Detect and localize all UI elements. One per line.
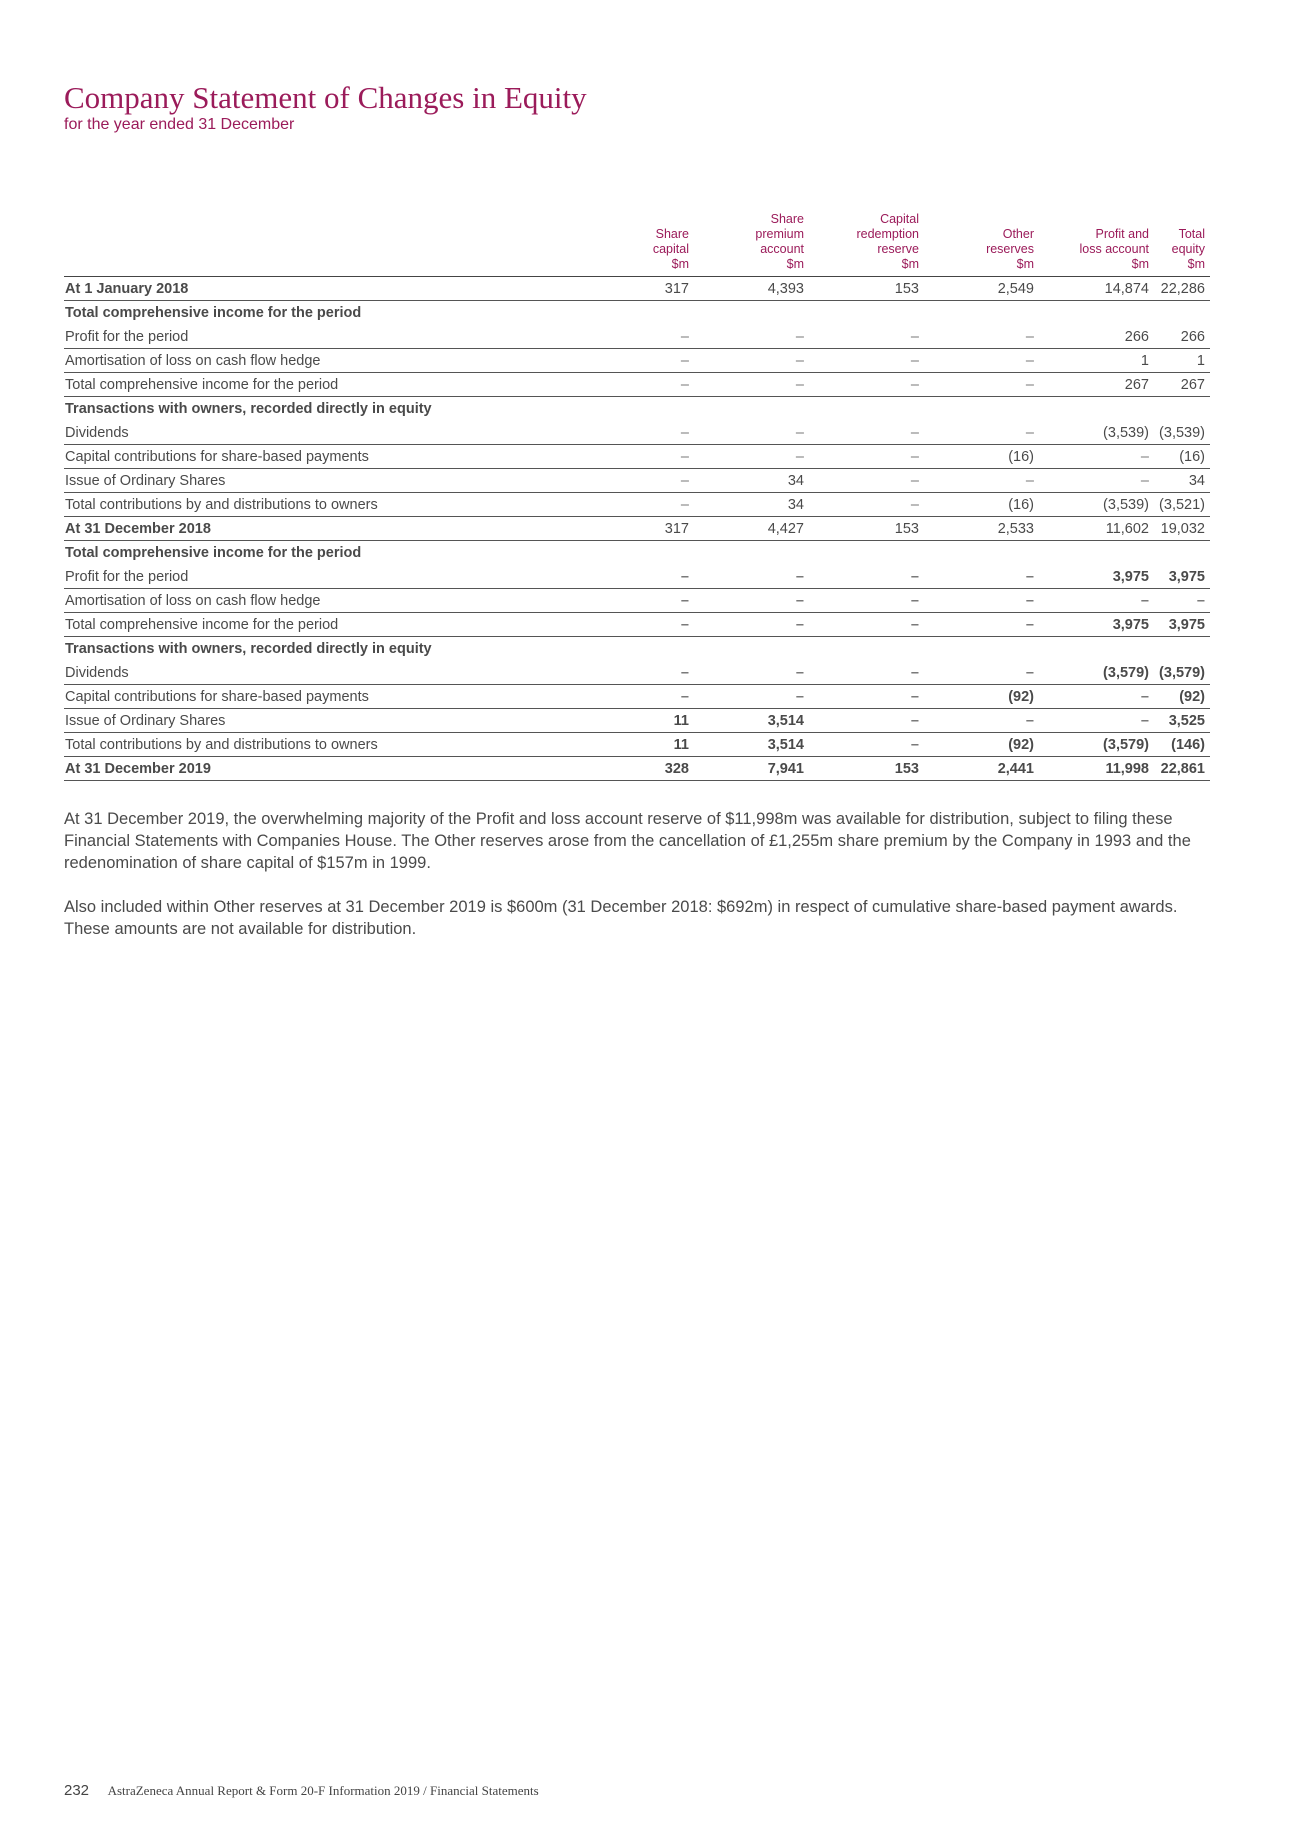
table-cell: –	[809, 493, 924, 517]
page-footer	[64, 1782, 539, 1799]
row-label: Issue of Ordinary Shares	[64, 469, 564, 493]
table-cell: –	[1154, 589, 1210, 613]
table-cell: –	[564, 349, 694, 373]
table-row	[64, 421, 1210, 445]
row-label: Profit for the period	[64, 565, 564, 589]
table-cell: 3,975	[1154, 565, 1210, 589]
table-row	[64, 469, 1210, 493]
table-cell	[694, 301, 809, 325]
table-cell: (16)	[924, 445, 1039, 469]
table-cell: –	[564, 445, 694, 469]
row-label: Issue of Ordinary Shares	[64, 709, 564, 733]
table-cell: (92)	[924, 685, 1039, 709]
table-cell: –	[809, 565, 924, 589]
table-cell: –	[564, 685, 694, 709]
table-cell: 34	[1154, 469, 1210, 493]
table-row	[64, 565, 1210, 589]
table-cell: –	[564, 325, 694, 349]
row-label: Total comprehensive income for the period	[64, 373, 564, 397]
table-cell: –	[924, 661, 1039, 685]
table-cell	[809, 541, 924, 565]
table-row	[64, 661, 1210, 685]
table-cell	[694, 637, 809, 661]
table-cell: (16)	[1154, 445, 1210, 469]
table-cell: –	[809, 421, 924, 445]
row-label: Capital contributions for share-based payments	[64, 445, 564, 469]
table-cell	[564, 637, 694, 661]
table-cell	[564, 397, 694, 421]
table-cell: 3,525	[1154, 709, 1210, 733]
table-cell: 22,861	[1154, 757, 1210, 781]
table-row	[64, 637, 1210, 661]
table-cell: 1	[1154, 349, 1210, 373]
table-cell: –	[809, 613, 924, 637]
table-cell: –	[924, 325, 1039, 349]
note-paragraph: Also included within Other reserves at 31 December 2019 is $600m (31 December 2018: $692m) in respect of cumulative share-based payment awards. These amounts are not available for distribution.	[64, 898, 1178, 938]
table-cell: –	[694, 325, 809, 349]
column-header: Share capital $m	[564, 212, 694, 277]
table-cell: 317	[564, 277, 694, 301]
table-cell: 2,549	[924, 277, 1039, 301]
table-cell: –	[924, 469, 1039, 493]
equity-table	[64, 212, 1210, 781]
table-cell: –	[1039, 469, 1154, 493]
table-cell	[564, 301, 694, 325]
table-cell: 11,602	[1039, 517, 1154, 541]
header-label-cell	[64, 212, 564, 277]
table-row	[64, 709, 1210, 733]
table-cell	[924, 541, 1039, 565]
table-cell: 2,533	[924, 517, 1039, 541]
table-cell: –	[694, 421, 809, 445]
table-cell: –	[924, 709, 1039, 733]
table-row	[64, 277, 1210, 301]
table-row	[64, 373, 1210, 397]
table-row	[64, 541, 1210, 565]
table-cell: 153	[809, 517, 924, 541]
column-header: Other reserves $m	[924, 212, 1039, 277]
column-header: Profit and loss account $m	[1039, 212, 1154, 277]
table-cell: –	[1039, 589, 1154, 613]
table-row	[64, 445, 1210, 469]
table-cell	[924, 637, 1039, 661]
table-cell	[1039, 637, 1154, 661]
table-row	[64, 589, 1210, 613]
table-cell	[1154, 541, 1210, 565]
table-cell: –	[564, 373, 694, 397]
table-cell: (3,579)	[1039, 661, 1154, 685]
table-cell: 153	[809, 277, 924, 301]
table-row	[64, 517, 1210, 541]
table-cell: 1	[1039, 349, 1154, 373]
row-label: Total comprehensive income for the period	[65, 544, 362, 561]
table-cell: –	[694, 565, 809, 589]
table-cell: –	[809, 589, 924, 613]
row-label: At 31 December 2018	[64, 517, 564, 541]
table-cell	[1039, 301, 1154, 325]
row-label: Dividends	[64, 661, 564, 685]
note-paragraph: At 31 December 2019, the overwhelming majority of the Profit and loss account reserve of $11,998m was available for distribution, subject to filing these Financial Statements with Companies House. The Other reserves arose from the cancellation of £1,255m share premium by the Company in 1993 and the redenomination of share capital of $157m in 1999.	[64, 810, 1191, 872]
table-cell: 267	[1154, 373, 1210, 397]
table-cell: 19,032	[1154, 517, 1210, 541]
table-cell	[809, 397, 924, 421]
row-label: Total contributions by and distributions to owners	[64, 493, 564, 517]
row-label: Profit for the period	[64, 325, 564, 349]
row-label: Total comprehensive income for the period	[64, 613, 564, 637]
table-row	[64, 301, 1210, 325]
footer-text: AstraZeneca Annual Report & Form 20-F Information 2019 / Financial Statements	[107, 1783, 539, 1798]
table-cell: 2,441	[924, 757, 1039, 781]
table-row	[64, 397, 1210, 421]
table-cell: (146)	[1154, 733, 1210, 757]
table-cell	[809, 637, 924, 661]
table-cell: 11,998	[1039, 757, 1154, 781]
table-cell: 14,874	[1039, 277, 1154, 301]
table-cell: –	[694, 589, 809, 613]
page-subtitle: for the year ended 31 December	[64, 116, 295, 133]
row-label: At 31 December 2019	[64, 757, 564, 781]
table-cell: 267	[1039, 373, 1154, 397]
table-header-row	[64, 212, 1210, 277]
table-cell: –	[809, 661, 924, 685]
table-cell: (3,579)	[1039, 733, 1154, 757]
table-cell: 34	[694, 469, 809, 493]
table-cell: –	[809, 325, 924, 349]
table-cell: (92)	[1154, 685, 1210, 709]
table-cell	[694, 397, 809, 421]
table-cell: (3,539)	[1039, 421, 1154, 445]
table-body	[64, 277, 1210, 781]
table-cell: (16)	[924, 493, 1039, 517]
row-label: Capital contributions for share-based payments	[64, 685, 564, 709]
table-cell: –	[694, 613, 809, 637]
table-cell: –	[694, 445, 809, 469]
page-title: Company Statement of Changes in Equity	[64, 80, 587, 115]
table-cell: –	[1039, 445, 1154, 469]
table-cell: 34	[694, 493, 809, 517]
table-cell: 3,514	[694, 709, 809, 733]
table-cell: –	[694, 349, 809, 373]
page-number: 232	[64, 1782, 90, 1799]
table-cell	[1039, 541, 1154, 565]
row-label: Transactions with owners, recorded directly in equity	[65, 640, 432, 657]
table-cell	[809, 301, 924, 325]
table-row	[64, 685, 1210, 709]
table-cell	[1154, 397, 1210, 421]
table-cell: 3,975	[1154, 613, 1210, 637]
table-cell: 266	[1039, 325, 1154, 349]
table-cell	[564, 541, 694, 565]
table-cell	[694, 541, 809, 565]
row-label: Amortisation of loss on cash flow hedge	[64, 349, 564, 373]
table-cell: (3,539)	[1154, 421, 1210, 445]
table-cell: 153	[809, 757, 924, 781]
table-row	[64, 493, 1210, 517]
table-cell: 3,975	[1039, 565, 1154, 589]
row-label: Dividends	[64, 421, 564, 445]
table-cell: –	[694, 373, 809, 397]
table-cell: (3,579)	[1154, 661, 1210, 685]
table-cell: –	[809, 373, 924, 397]
table-cell: –	[924, 421, 1039, 445]
table-cell: –	[809, 445, 924, 469]
table-cell: 4,393	[694, 277, 809, 301]
column-header: Share premium account $m	[694, 212, 809, 277]
column-header: Capital redemption reserve $m	[809, 212, 924, 277]
table-cell: 3,514	[694, 733, 809, 757]
table-cell: –	[1039, 685, 1154, 709]
table-row	[64, 349, 1210, 373]
table-cell: 11	[564, 709, 694, 733]
table-cell: –	[564, 421, 694, 445]
table-row	[64, 733, 1210, 757]
table-cell: –	[924, 349, 1039, 373]
table-cell: –	[809, 709, 924, 733]
table-cell: –	[564, 613, 694, 637]
table-cell	[1154, 637, 1210, 661]
table-cell: –	[564, 589, 694, 613]
table-cell: –	[924, 565, 1039, 589]
table-row	[64, 613, 1210, 637]
notes	[64, 808, 1214, 962]
table-row	[64, 325, 1210, 349]
table-cell: –	[1039, 709, 1154, 733]
table-cell: –	[694, 661, 809, 685]
table-cell	[924, 301, 1039, 325]
table-cell: 7,941	[694, 757, 809, 781]
table-cell	[924, 397, 1039, 421]
row-label: Total comprehensive income for the period	[65, 304, 362, 321]
table-cell: –	[809, 733, 924, 757]
table-cell: 22,286	[1154, 277, 1210, 301]
table-cell: 317	[564, 517, 694, 541]
table-cell: 11	[564, 733, 694, 757]
table-cell: 328	[564, 757, 694, 781]
row-label: At 1 January 2018	[64, 277, 564, 301]
table-cell: –	[564, 469, 694, 493]
table-cell: 3,975	[1039, 613, 1154, 637]
table-cell: –	[809, 685, 924, 709]
table-row	[64, 757, 1210, 781]
table-cell: –	[924, 613, 1039, 637]
table-cell: 4,427	[694, 517, 809, 541]
column-header: Total equity $m	[1154, 212, 1210, 277]
table-cell: –	[564, 661, 694, 685]
row-label: Transactions with owners, recorded directly in equity	[65, 400, 432, 417]
table-cell: (92)	[924, 733, 1039, 757]
table-cell: –	[694, 685, 809, 709]
row-label: Total contributions by and distributions to owners	[64, 733, 564, 757]
table-cell: –	[809, 349, 924, 373]
table-cell: –	[564, 565, 694, 589]
table-cell	[1154, 301, 1210, 325]
table-cell: –	[564, 493, 694, 517]
table-cell: –	[809, 469, 924, 493]
row-label: Amortisation of loss on cash flow hedge	[64, 589, 564, 613]
table-cell: –	[924, 589, 1039, 613]
table-cell: (3,521)	[1154, 493, 1210, 517]
table-cell: (3,539)	[1039, 493, 1154, 517]
table-cell	[1039, 397, 1154, 421]
table-cell: –	[924, 373, 1039, 397]
table-cell: 266	[1154, 325, 1210, 349]
